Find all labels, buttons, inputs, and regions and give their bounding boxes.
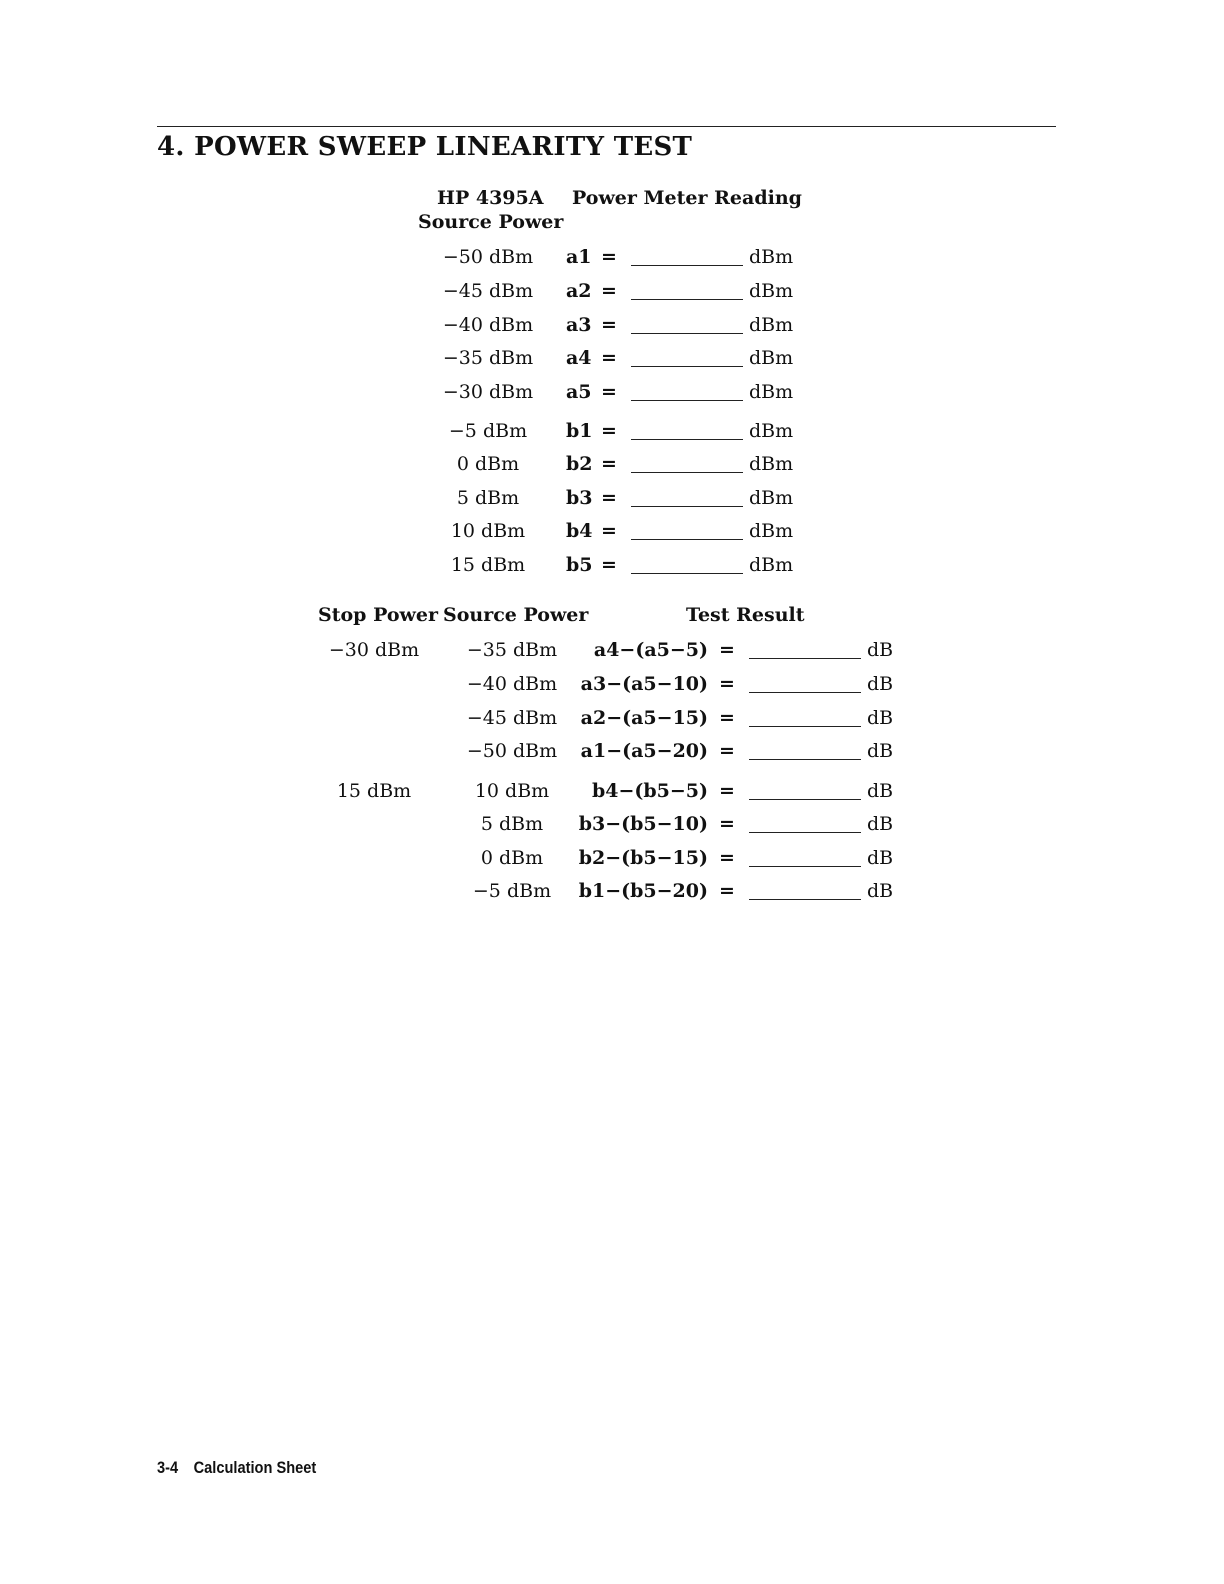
result-formula: b3−(b5−10) (578, 813, 708, 835)
reading-variable: b4 (566, 520, 593, 542)
equals-sign: = (719, 673, 735, 695)
reading-entry-blank (631, 265, 743, 266)
result-formula: a3−(a5−10) (580, 673, 708, 695)
source-power-value: 0 dBm (456, 453, 520, 475)
reading-entry-blank (631, 299, 743, 300)
reading-entry-blank (631, 472, 743, 473)
reading-variable: b5 (566, 554, 593, 576)
source-power-value: −35 dBm (466, 639, 558, 661)
reading-unit: dBm (749, 420, 794, 442)
result-unit: dB (867, 740, 894, 762)
result-formula: b2−(b5−15) (578, 847, 708, 869)
reading-variable: a4 (566, 347, 592, 369)
result-unit: dB (867, 673, 894, 695)
reading-entry-blank (631, 366, 743, 367)
result-unit: dB (867, 639, 894, 661)
source-power-value: 5 dBm (480, 813, 544, 835)
source-power-value: −30 dBm (442, 381, 534, 403)
reading-entry-blank (631, 573, 743, 574)
source-power-value: −40 dBm (466, 673, 558, 695)
result-entry-blank (749, 759, 861, 760)
reading-variable: b1 (566, 420, 593, 442)
source-power-value: 15 dBm (450, 554, 526, 576)
result-unit: dB (867, 880, 894, 902)
source-power-value: −45 dBm (466, 707, 558, 729)
page-number: 3-4 (157, 1458, 179, 1477)
reading-unit: dBm (749, 453, 794, 475)
equals-sign: = (601, 246, 617, 268)
table2-header-test-result: Test Result (686, 604, 805, 626)
equals-sign: = (719, 813, 735, 835)
equals-sign: = (601, 453, 617, 475)
source-power-value: 10 dBm (450, 520, 526, 542)
equals-sign: = (601, 381, 617, 403)
page-title: 4. POWER SWEEP LINEARITY TEST (157, 132, 693, 162)
source-power-value: −40 dBm (442, 314, 534, 336)
equals-sign: = (719, 639, 735, 661)
equals-sign: = (601, 520, 617, 542)
reading-variable: b3 (566, 487, 593, 509)
reading-variable: a5 (566, 381, 592, 403)
result-formula: a4−(a5−5) (593, 639, 708, 661)
equals-sign: = (719, 847, 735, 869)
reading-unit: dBm (749, 246, 794, 268)
result-formula: a2−(a5−15) (580, 707, 708, 729)
source-power-value: 10 dBm (474, 780, 550, 802)
equals-sign: = (719, 780, 735, 802)
source-power-value: −5 dBm (472, 880, 552, 902)
equals-sign: = (601, 420, 617, 442)
source-power-value: −5 dBm (448, 420, 528, 442)
equals-sign: = (719, 740, 735, 762)
equals-sign: = (719, 880, 735, 902)
reading-entry-blank (631, 400, 743, 401)
source-power-value: −45 dBm (442, 280, 534, 302)
stop-power-value: 15 dBm (336, 780, 412, 802)
reading-unit: dBm (749, 314, 794, 336)
reading-variable: a3 (566, 314, 592, 336)
equals-sign: = (601, 347, 617, 369)
source-power-value: −50 dBm (442, 246, 534, 268)
source-power-value: 0 dBm (480, 847, 544, 869)
result-entry-blank (749, 692, 861, 693)
reading-variable: b2 (566, 453, 593, 475)
table1-header-source-power: Source Power (418, 211, 564, 233)
reading-variable: a2 (566, 280, 592, 302)
equals-sign: = (601, 487, 617, 509)
result-entry-blank (749, 658, 861, 659)
table1-header-power-meter-reading: Power Meter Reading (572, 187, 802, 209)
result-entry-blank (749, 726, 861, 727)
reading-unit: dBm (749, 280, 794, 302)
result-entry-blank (749, 899, 861, 900)
reading-unit: dBm (749, 381, 794, 403)
result-unit: dB (867, 780, 894, 802)
equals-sign: = (601, 314, 617, 336)
result-formula: b1−(b5−20) (578, 880, 708, 902)
result-formula: b4−(b5−5) (591, 780, 708, 802)
reading-unit: dBm (749, 554, 794, 576)
result-unit: dB (867, 707, 894, 729)
reading-unit: dBm (749, 347, 794, 369)
table2-header-stop-power: Stop Power (318, 604, 438, 626)
table1-header-model: HP 4395A (437, 187, 544, 209)
result-formula: a1−(a5−20) (580, 740, 708, 762)
header-rule (157, 126, 1056, 127)
reading-unit: dBm (749, 487, 794, 509)
page-footer (157, 1458, 332, 1478)
result-entry-blank (749, 799, 861, 800)
stop-power-value: −30 dBm (328, 639, 420, 661)
result-entry-blank (749, 832, 861, 833)
footer-section-title: Calculation Sheet (193, 1458, 317, 1477)
source-power-value: 5 dBm (456, 487, 520, 509)
reading-entry-blank (631, 439, 743, 440)
reading-entry-blank (631, 506, 743, 507)
reading-variable: a1 (566, 246, 592, 268)
result-unit: dB (867, 847, 894, 869)
source-power-value: −35 dBm (442, 347, 534, 369)
result-entry-blank (749, 866, 861, 867)
equals-sign: = (601, 554, 617, 576)
table2-header-source-power: Source Power (443, 604, 589, 626)
equals-sign: = (601, 280, 617, 302)
equals-sign: = (719, 707, 735, 729)
result-unit: dB (867, 813, 894, 835)
reading-entry-blank (631, 333, 743, 334)
reading-unit: dBm (749, 520, 794, 542)
source-power-value: −50 dBm (466, 740, 558, 762)
reading-entry-blank (631, 539, 743, 540)
